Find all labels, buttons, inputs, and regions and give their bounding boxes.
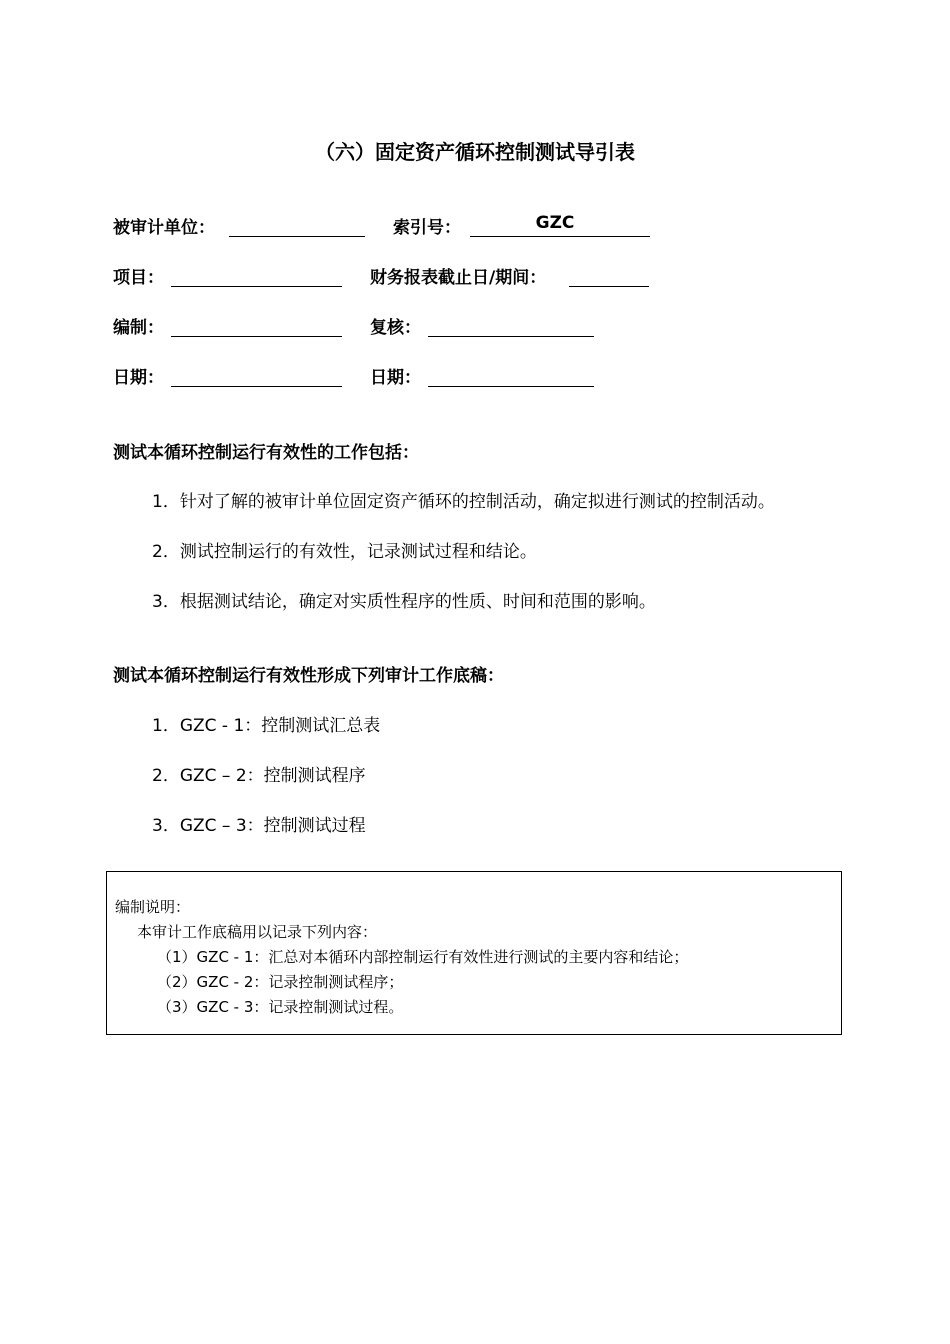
project-label: 项目： [113, 268, 164, 288]
work-scope-item-3: 3．根据测试结论，确定对实质性程序的性质、时间和范围的影响。 [152, 592, 656, 612]
prepared-label: 编制： [113, 318, 164, 338]
date-field-review[interactable] [428, 386, 594, 387]
notes-title: 编制说明： [115, 898, 191, 916]
audited-unit-label: 被审计单位： [113, 218, 215, 238]
index-field[interactable] [470, 236, 650, 237]
work-scope-item-1: 1．针对了解的被审计单位固定资产循环的控制活动，确定拟进行测试的控制活动。 [152, 492, 775, 512]
prepared-field[interactable] [171, 336, 342, 337]
page-title: （六）固定资产循环控制测试导引表 [315, 140, 635, 164]
preparation-notes-box [106, 871, 842, 1035]
date-label-review: 日期： [370, 368, 421, 388]
review-label: 复核： [370, 318, 421, 338]
notes-item-1: （1）GZC - 1：汇总对本循环内部控制运行有效性进行测试的主要内容和结论； [157, 948, 689, 966]
work-scope-heading: 测试本循环控制运行有效性的工作包括： [113, 443, 419, 463]
workpaper-item-1: 1．GZC - 1：控制测试汇总表 [152, 716, 381, 736]
notes-intro: 本审计工作底稿用以记录下列内容： [137, 923, 378, 941]
workpapers-heading: 测试本循环控制运行有效性形成下列审计工作底稿： [113, 666, 504, 686]
date-field-prepared[interactable] [171, 386, 342, 387]
workpaper-item-2: 2．GZC – 2：控制测试程序 [152, 766, 366, 786]
period-field[interactable] [569, 286, 649, 287]
review-field[interactable] [428, 336, 594, 337]
notes-item-2: （2）GZC - 2：记录控制测试程序； [157, 973, 404, 991]
notes-item-3: （3）GZC - 3：记录控制测试过程。 [157, 998, 404, 1016]
index-value: GZC [535, 213, 575, 233]
date-label-prepared: 日期： [113, 368, 164, 388]
project-field[interactable] [171, 286, 342, 287]
period-label: 财务报表截止日/期间： [370, 268, 547, 288]
index-label: 索引号： [393, 218, 461, 238]
work-scope-item-2: 2．测试控制运行的有效性，记录测试过程和结论。 [152, 542, 537, 562]
audited-unit-field[interactable] [229, 236, 365, 237]
workpaper-item-3: 3．GZC – 3：控制测试过程 [152, 816, 366, 836]
